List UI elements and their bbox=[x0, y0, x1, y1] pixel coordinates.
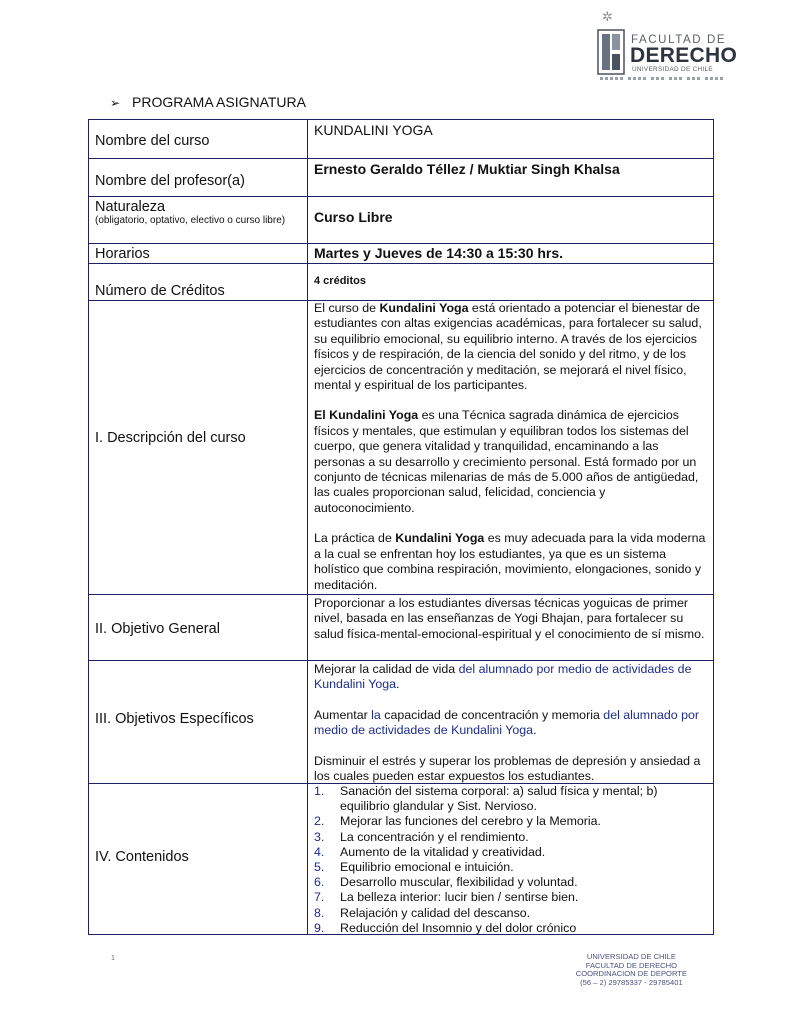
specific-objective-3: Disminuir el estrés y superar los problemas de depresión y ansiedad a los cuales pueden estar expuestos los estudiantes. bbox=[314, 753, 701, 784]
contents-list bbox=[314, 784, 709, 936]
star-icon: ✲ bbox=[602, 9, 613, 24]
description-p1-bold: Kundalini Yoga bbox=[379, 301, 469, 315]
footer-line-4: (56 – 2) 29785337 - 29785401 bbox=[580, 977, 683, 987]
professor-label: Nombre del profesor(a) bbox=[95, 173, 245, 189]
general-objective-label: II. Objetivo General bbox=[95, 621, 220, 637]
schedule-value-cell bbox=[308, 244, 713, 263]
credits-value: 4 créditos bbox=[314, 275, 366, 287]
objective-2-text: Aumentar bbox=[314, 707, 372, 722]
content-item-text: Desarrollo muscular, flexibilidad y voluntad. bbox=[340, 875, 578, 890]
credits-label: Número de Créditos bbox=[95, 283, 225, 299]
content-item bbox=[314, 890, 709, 905]
description-p3-text: La práctica de bbox=[314, 531, 396, 546]
objective-2-blue-a: la bbox=[371, 707, 381, 722]
contents-label: IV. Contenidos bbox=[95, 849, 189, 865]
specific-objectives-label: III. Objetivos Específicos bbox=[95, 711, 254, 727]
logo-line-2: DERECHO bbox=[630, 44, 738, 67]
schedule-value: Martes y Jueves de 14:30 a 15:30 hrs. bbox=[314, 245, 564, 261]
row-specific-objectives bbox=[89, 661, 713, 784]
content-item-text: Relajación y calidad del descanso. bbox=[340, 905, 531, 920]
content-item-number: 9. bbox=[314, 920, 325, 935]
content-item bbox=[314, 814, 709, 829]
nature-label: Naturaleza bbox=[95, 199, 166, 215]
schedule-label: Horarios bbox=[95, 246, 150, 262]
row-course-name bbox=[89, 120, 713, 159]
footer-address bbox=[576, 953, 687, 987]
contents-value-cell bbox=[308, 784, 713, 934]
nature-sublabel: (obligatorio, optativo, electivo o curso libre) bbox=[95, 215, 286, 226]
professor-label-cell bbox=[89, 159, 308, 196]
objective-2-mid: capacidad de concentración y memoria bbox=[380, 707, 604, 722]
content-item-number: 6. bbox=[314, 875, 325, 890]
credits-label-cell bbox=[89, 264, 308, 300]
university-crest-icon bbox=[596, 28, 626, 76]
general-objective-value-cell bbox=[308, 595, 713, 660]
specific-objective-1 bbox=[314, 662, 709, 693]
objective-1-text: Mejorar la calidad de vida bbox=[314, 662, 459, 676]
content-item-number: 7. bbox=[314, 890, 325, 905]
course-name-label: Nombre del curso bbox=[95, 133, 210, 149]
content-item bbox=[314, 830, 709, 845]
schedule-label-cell bbox=[89, 244, 308, 263]
professor-value: Ernesto Geraldo Téllez / Muktiar Singh Khalsa bbox=[314, 161, 620, 177]
specific-objectives-label-cell bbox=[89, 661, 308, 783]
general-objective-label-cell bbox=[89, 595, 308, 660]
description-label-cell bbox=[89, 301, 308, 594]
content-item bbox=[314, 860, 709, 875]
content-item-number: 1. bbox=[314, 784, 325, 798]
page-number: 1 bbox=[111, 955, 115, 962]
specific-objectives-value-cell bbox=[308, 661, 713, 783]
arrow-bullet-icon: ➢ bbox=[110, 96, 121, 110]
course-name-value-cell bbox=[308, 120, 713, 158]
footer-line-2: FACULTAD DE DERECHO bbox=[585, 960, 678, 970]
content-item-number: 8. bbox=[314, 905, 325, 920]
content-item bbox=[314, 906, 709, 921]
professor-value-cell bbox=[308, 159, 713, 196]
description-paragraph-3 bbox=[314, 531, 709, 593]
content-item-text: Mejorar las funciones del cerebro y la Memoria. bbox=[340, 814, 602, 829]
description-p1-rest: está orientado a potenciar el bienestar de estudiantes con altas exigencias académicas, para fortalecer su salud, su equilibrio emocional, su equilibrio interno. A través de los ejercicios físicos y de respiración, de la ciencia del sonido y del ritmo, y de los ejercicios de concentración y meditación, se mejorará el nivel físico, mental y espiritual de los participantes. bbox=[314, 301, 702, 393]
nature-label-cell bbox=[89, 197, 308, 243]
content-item-text: Equilibrio emocional e intuición. bbox=[340, 860, 514, 875]
row-general-objective bbox=[89, 595, 713, 661]
row-contents bbox=[89, 784, 713, 934]
nature-value-cell bbox=[308, 197, 713, 243]
objective-1-blue: del alumnado por medio de actividades de Kundalini Yoga bbox=[314, 662, 692, 692]
contents-label-cell bbox=[89, 784, 308, 934]
objective-1-end: . bbox=[396, 677, 400, 692]
logo-ornament bbox=[600, 75, 724, 81]
content-item-number: 5. bbox=[314, 860, 325, 875]
course-name-label-cell bbox=[89, 120, 308, 158]
section-heading bbox=[110, 94, 306, 110]
faculty-logo bbox=[596, 9, 738, 80]
description-paragraph-2 bbox=[314, 408, 709, 516]
content-item-number: 2. bbox=[314, 814, 325, 829]
nature-value: Curso Libre bbox=[314, 209, 393, 225]
footer-line-3: COORDINACION DE DEPORTE bbox=[575, 969, 687, 979]
specific-objective-2 bbox=[314, 708, 709, 739]
course-name-value: KUNDALINI YOGA bbox=[314, 122, 433, 138]
description-label: I. Descripción del curso bbox=[95, 430, 246, 446]
footer-line-1: UNIVERSIDAD DE CHILE bbox=[586, 952, 676, 961]
content-item-text: La concentración y el rendimiento. bbox=[340, 829, 529, 844]
credits-value-cell bbox=[308, 264, 713, 300]
objective-2-end: . bbox=[533, 723, 537, 738]
content-item bbox=[314, 784, 709, 814]
content-item bbox=[314, 921, 709, 936]
heading-title: PROGRAMA ASIGNATURA bbox=[132, 94, 306, 110]
description-p1-text: El curso de bbox=[314, 301, 380, 315]
content-item-text: Reducción del Insomnio y del dolor crónico bbox=[340, 920, 577, 935]
description-p3-bold: Kundalini Yoga bbox=[395, 531, 485, 546]
logo-line-3: UNIVERSIDAD DE CHILE bbox=[632, 66, 713, 73]
description-p2-rest: es una Técnica sagrada dinámica de ejercicios físicos y mentales, que estimulan y equilibran todos los sistemas del cuerpo, que genera vitalidad y tranquilidad, encaminando a las personas a su desarrollo y crecimiento personal. Está formado por un conjunto de técnicas milenarias de más de 5.000 años de antigüedad, las cuales proporcionan salud, felicidad, conciencia y autoconocimiento. bbox=[314, 408, 699, 515]
general-objective-value: Proporcionar a los estudiantes diversas técnicas yoguicas de primer nivel, basada en las enseñanzas de Yogi Bhajan, para fortalecer su salud física-mental-emocional-espiritual y el conocimiento de sí mismo. bbox=[314, 596, 705, 641]
row-nature bbox=[89, 197, 713, 244]
description-p2-bold: El Kundalini Yoga bbox=[314, 408, 419, 423]
content-item-text: Sanación del sistema corporal: a) salud física y mental; b) equilibrio glandular y Sist. Nervioso. bbox=[340, 784, 658, 814]
description-p3-rest: es muy adecuada para la vida moderna a la cual se enfrentan hoy los estudiantes, ya que es un sistema holístico que combina respiración, movimiento, elongaciones, sonido y meditación. bbox=[314, 531, 706, 592]
description-value-cell bbox=[308, 301, 713, 594]
row-description bbox=[89, 301, 713, 595]
course-program-table bbox=[88, 119, 714, 935]
content-item-number: 4. bbox=[314, 844, 325, 859]
content-item-text: La belleza interior: lucir bien / sentirse bien. bbox=[340, 890, 579, 905]
content-item bbox=[314, 875, 709, 890]
row-schedule bbox=[89, 244, 713, 264]
content-item-number: 3. bbox=[314, 829, 325, 844]
description-paragraph-1 bbox=[314, 301, 709, 393]
content-item-text: Aumento de la vitalidad y creatividad. bbox=[340, 844, 546, 859]
row-credits bbox=[89, 264, 713, 301]
content-item bbox=[314, 845, 709, 860]
objective-2-blue-b: del alumnado por medio de actividades de Kundalini Yoga bbox=[314, 707, 700, 738]
logo-line-1: FACULTAD DE bbox=[631, 34, 727, 46]
row-professor bbox=[89, 159, 713, 197]
